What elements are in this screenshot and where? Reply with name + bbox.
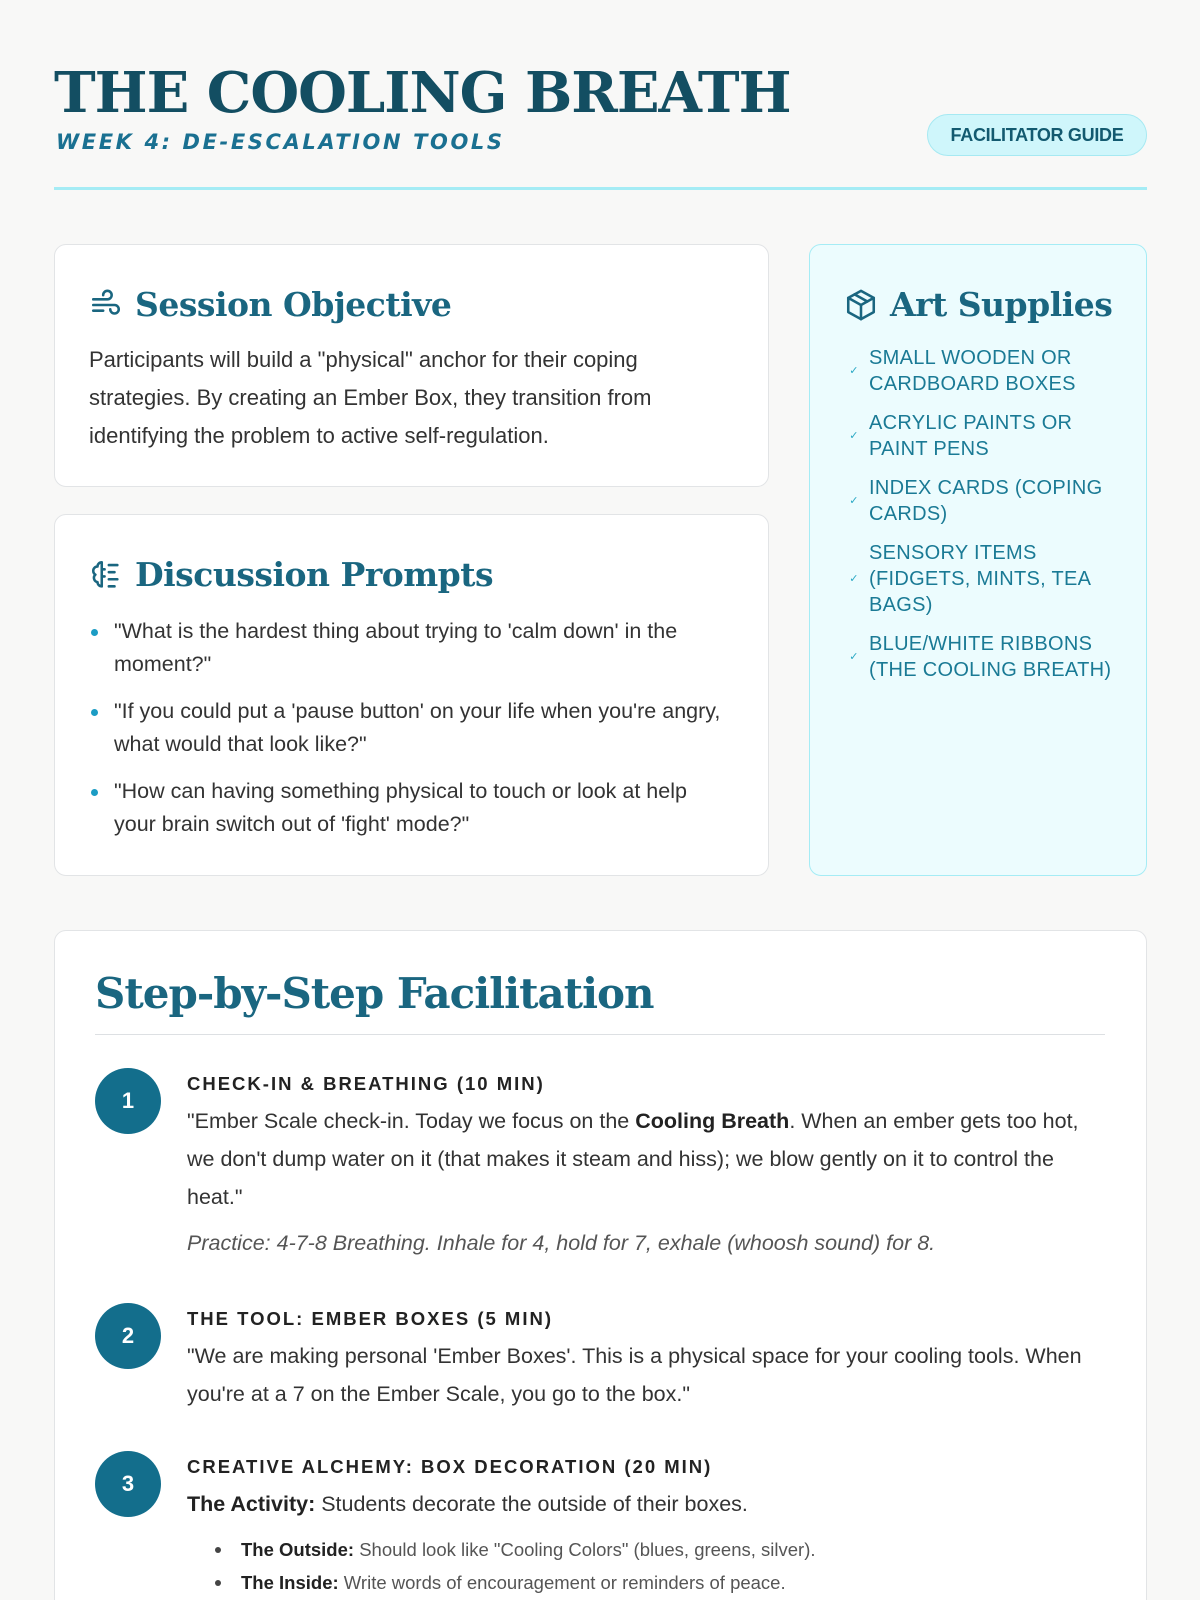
list-item: [89, 695, 729, 761]
session-objective-card: [54, 244, 769, 487]
wind-icon: [89, 288, 123, 322]
list-item: [89, 615, 729, 681]
list-item: [844, 540, 1134, 618]
art-supplies-title: Art Supplies: [890, 285, 1113, 324]
art-supplies-card: [809, 244, 1147, 876]
list-item: [844, 410, 1134, 462]
step-number-badge: 3: [95, 1451, 161, 1517]
brain-icon: [89, 558, 123, 592]
list-item: [89, 775, 729, 841]
step-number-badge: 1: [95, 1068, 161, 1134]
page-header: [54, 0, 1147, 190]
facilitation-steps-title: Step-by-Step Facilitation: [95, 969, 1105, 1035]
step-number-badge: 2: [95, 1303, 161, 1369]
list-item: [844, 345, 1134, 397]
discussion-prompts-card: [54, 514, 769, 876]
check-icon: ✓: [849, 365, 859, 377]
bullet-icon: [91, 789, 98, 796]
prompt-text: "If you could put a 'pause button' on your life when you're angry, what would that look like?": [114, 699, 721, 756]
facilitator-guide-badge: FACILITATOR GUIDE: [927, 114, 1147, 156]
step-text: "We are making personal 'Ember Boxes'. This is a physical space for your cooling tools. When you're at a 7 on the Ember Scale, you go to the box.": [187, 1344, 1082, 1406]
bullet-icon: [91, 629, 98, 636]
step-heading: CREATIVE ALCHEMY: BOX DECORATION (20 MIN): [187, 1456, 713, 1477]
list-item: [844, 475, 1134, 527]
step-text: The Activity: Students decorate the outside of their boxes.: [187, 1492, 748, 1516]
check-icon: ✓: [849, 495, 859, 507]
step-sublist: [213, 1533, 1097, 1599]
supply-text: SMALL WOODEN OR CARDBOARD BOXES: [869, 347, 1076, 395]
step-heading: THE TOOL: EMBER BOXES (5 MIN): [187, 1308, 554, 1329]
bullet-icon: [215, 1547, 221, 1553]
step-text: "Ember Scale check-in. Today we focus on the Cooling Breath. When an ember gets too hot, we don't dump water on it (that makes it steam and hiss); we blow gently on it to control the heat.": [187, 1109, 1079, 1209]
bullet-icon: [215, 1580, 221, 1586]
facilitation-steps-card: [54, 930, 1147, 1600]
list-item: [844, 631, 1134, 683]
list-item: The Inside: Write words of encouragement or reminders of peace.: [213, 1566, 1097, 1599]
session-objective-text: Participants will build a "physical" anchor for their coping strategies. By creating an Ember Box, they transition from identifying the problem to active self-regulation.: [89, 347, 652, 448]
box-icon: [844, 288, 878, 322]
discussion-prompts-title: Discussion Prompts: [135, 555, 494, 594]
step-heading: CHECK-IN & BREATHING (10 MIN): [187, 1073, 545, 1094]
supply-text: SENSORY ITEMS (FIDGETS, MINTS, TEA BAGS): [869, 542, 1091, 616]
step-note: Practice: 4-7-8 Breathing. Inhale for 4, hold for 7, exhale (whoosh sound) for 8.: [187, 1231, 936, 1255]
prompt-text: "What is the hardest thing about trying to 'calm down' in the moment?": [114, 619, 678, 676]
list-item: The Outside: Should look like "Cooling Colors" (blues, greens, silver).: [213, 1533, 1097, 1566]
session-objective-title: Session Objective: [135, 285, 452, 324]
prompt-text: "How can having something physical to touch or look at help your brain switch out of 'fight' mode?": [114, 779, 687, 836]
discussion-prompt-list: [89, 615, 729, 855]
supply-text: BLUE/WHITE RIBBONS (THE COOLING BREATH): [869, 633, 1112, 681]
page: [54, 0, 1147, 1593]
check-icon: ✓: [849, 651, 859, 663]
supply-text: ACRYLIC PAINTS OR PAINT PENS: [869, 412, 1073, 460]
page-title: THE COOLING BREATH: [54, 60, 791, 126]
page-subtitle: WEEK 4: DE-ESCALATION TOOLS: [56, 130, 505, 154]
bullet-icon: [91, 709, 98, 716]
supplies-list: [844, 345, 1134, 696]
supply-text: INDEX CARDS (COPING CARDS): [869, 477, 1103, 525]
check-icon: ✓: [849, 430, 859, 442]
check-icon: ✓: [849, 573, 859, 585]
